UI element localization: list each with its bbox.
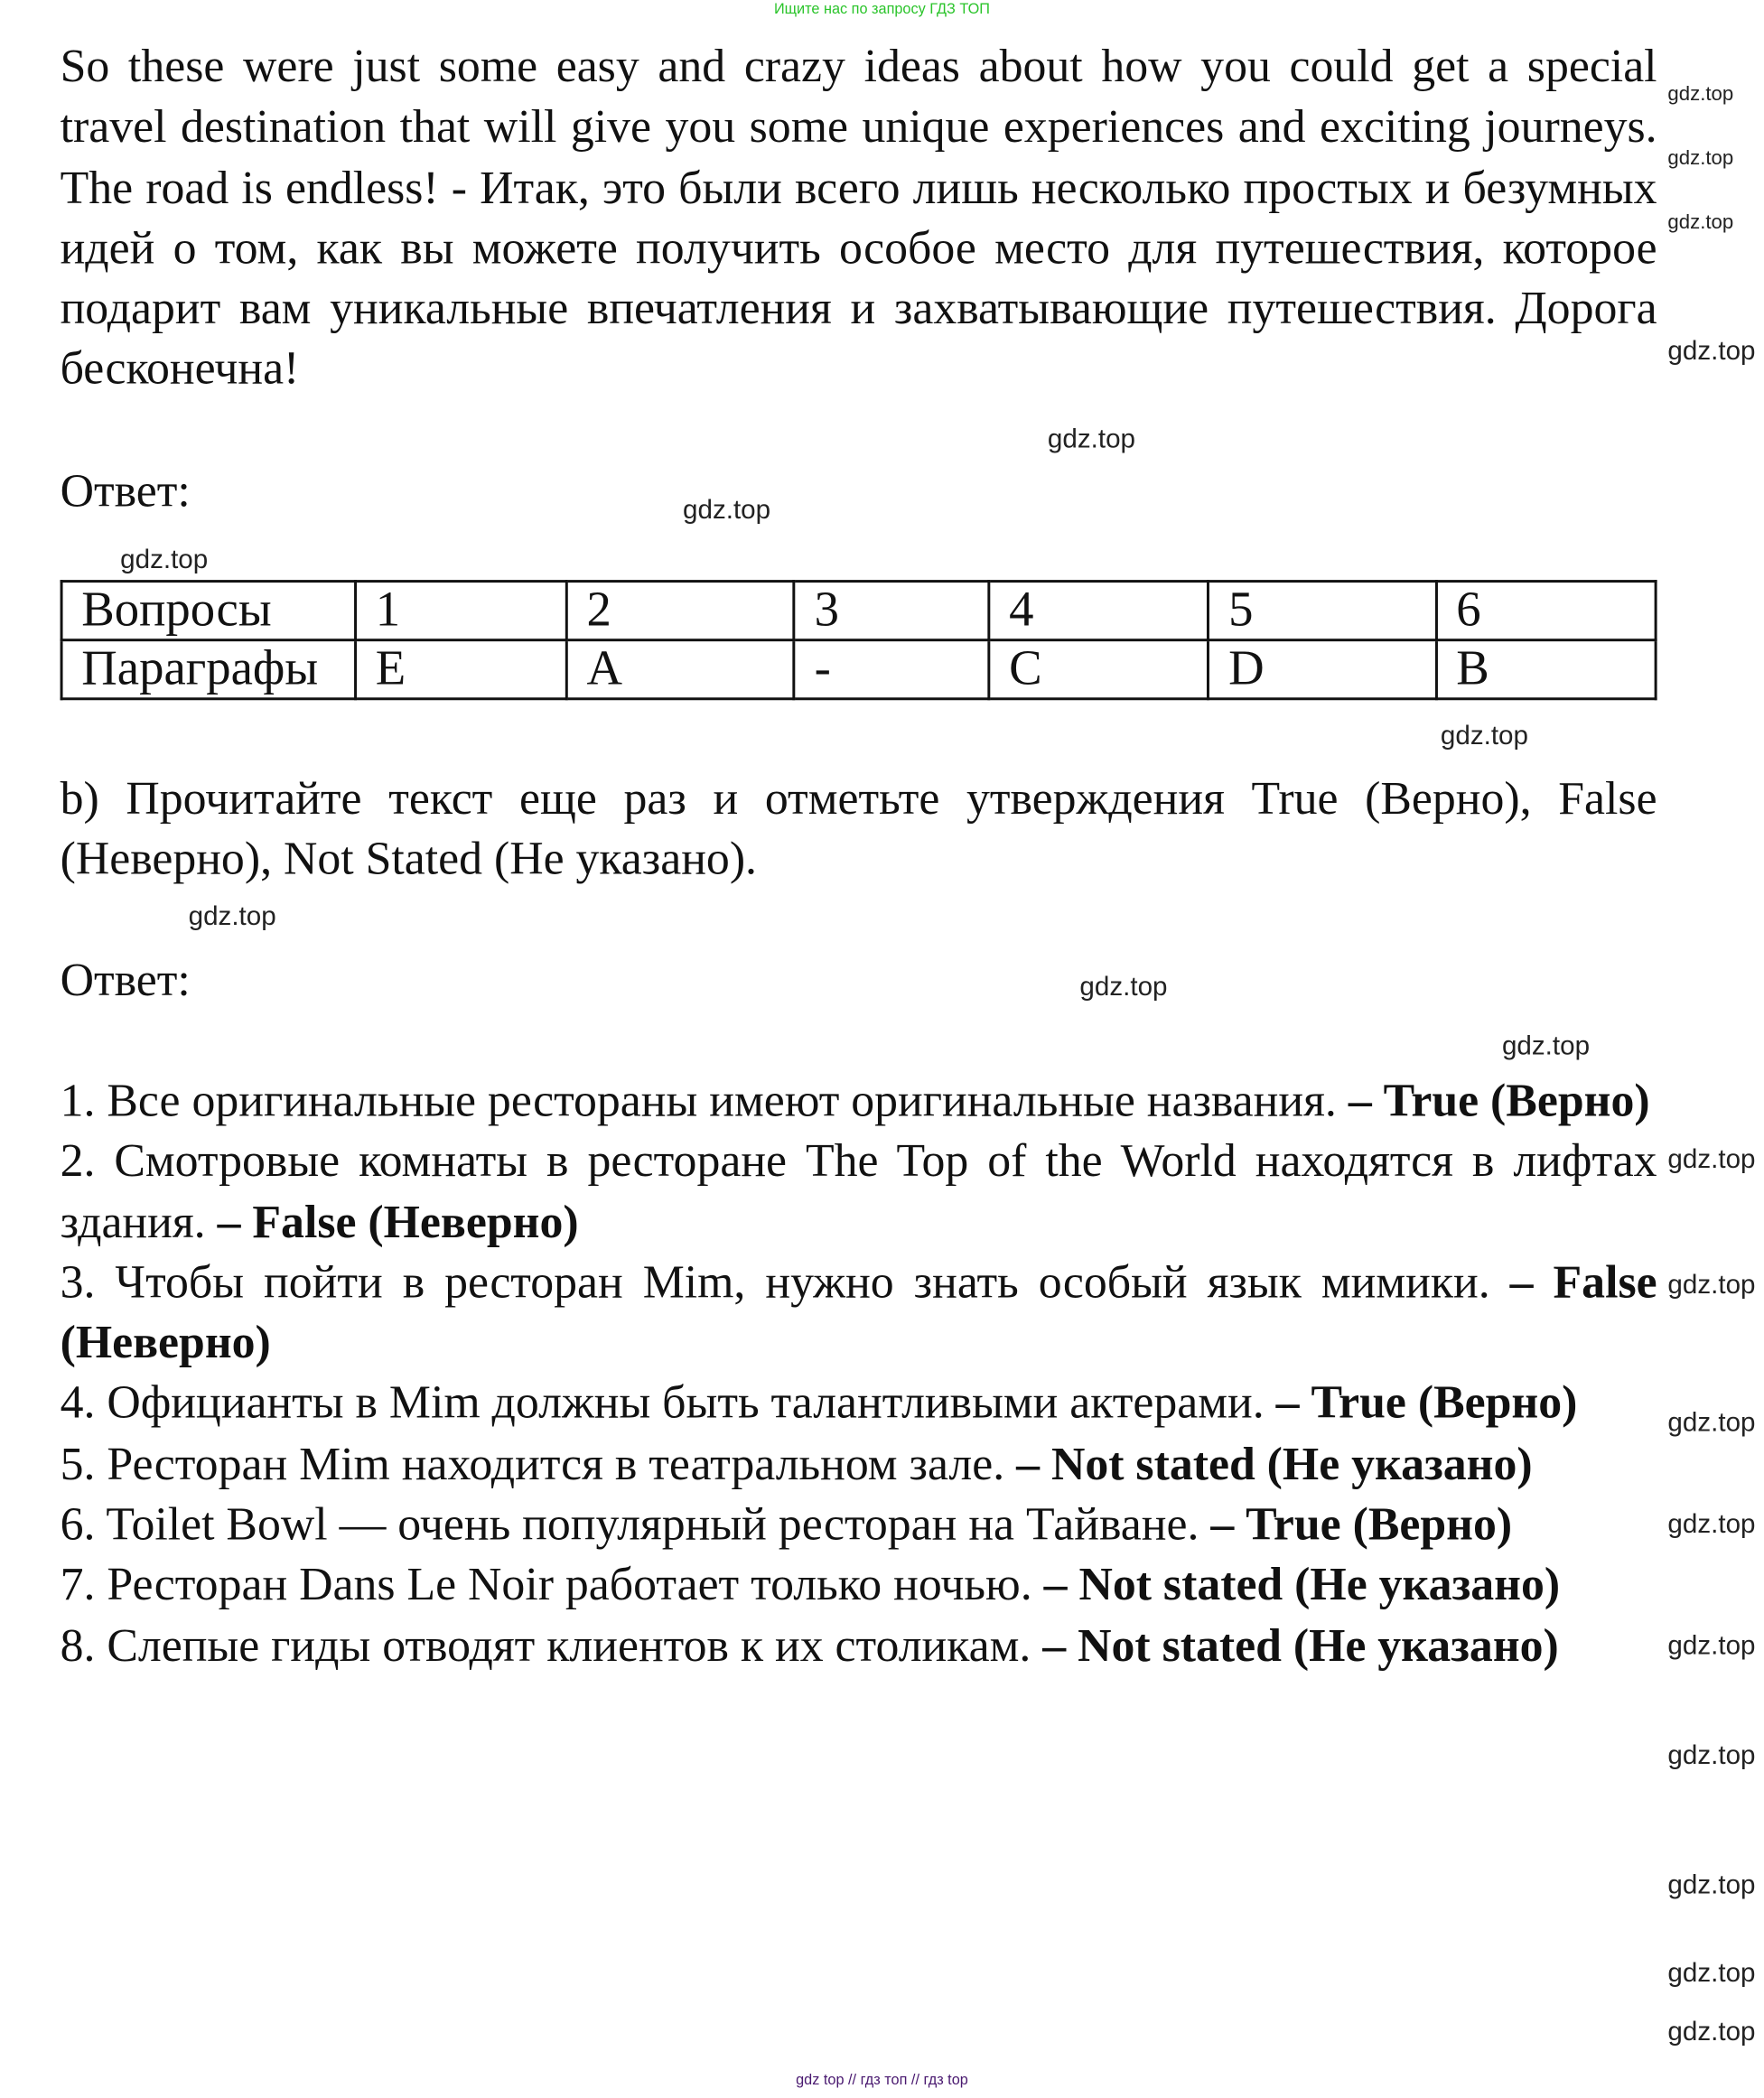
task-b-text: b) Прочитайте текст еще раз и отметьте утверждения True (Верно), False (Неверно), Not Stated (Не указано). <box>60 772 1657 885</box>
answer-table <box>61 580 1657 700</box>
footer-banner: gdz top // гдз топ // гдз top <box>796 2072 968 2089</box>
table-cell: B <box>1436 640 1656 699</box>
task-b <box>61 769 1657 890</box>
watermark: gdz.top <box>1667 1509 1756 1540</box>
watermark: gdz.top <box>188 901 276 932</box>
table-cell: 1 <box>356 582 567 640</box>
watermark: gdz.top <box>1667 1740 1756 1771</box>
watermark: gdz.top <box>1667 1870 1756 1900</box>
list-item: 2. Смотровые комнаты в ресторане The Top of the World находятся в лифтах здания. – False (Неверно) <box>60 1134 1657 1248</box>
table-cell: 4 <box>989 582 1209 640</box>
table-cell: 5 <box>1209 582 1436 640</box>
answer-label: Ответ: <box>60 464 191 518</box>
table-cell: 2 <box>566 582 794 640</box>
list-item: 4. Официанты в Mim должны быть талантливыми актерами. – True (Верно) <box>60 1376 1578 1430</box>
header-banner: Ищите нас по запросу ГДЗ ТОП <box>773 1 990 18</box>
table-cell: D <box>1209 640 1436 699</box>
watermark: gdz.top <box>1079 973 1168 1002</box>
watermark: gdz.top <box>120 545 209 575</box>
paragraph-text: So these were just some easy and crazy ideas about how you could get a special travel destination that will give you some unique experiences and exciting journeys. The road is endless! - Итак, это были всего лишь несколько простых и безумных идей о том, как вы можете получить особое место для путешествия, которое подарит вам уникальные впечатления и захватывающие путешествия. Дорога бесконечна! <box>60 40 1657 396</box>
answer-label: Ответ: <box>60 954 191 1007</box>
watermark: gdz.top <box>1047 424 1135 455</box>
table-row <box>61 582 1656 640</box>
watermark: gdz.top <box>1667 82 1734 106</box>
list-item: 1. Все оригинальные рестораны имеют оригинальные названия. – True (Верно) <box>60 1074 1650 1127</box>
watermark: gdz.top <box>1667 1271 1756 1301</box>
watermark: gdz.top <box>1667 1631 1756 1662</box>
table-cell: 6 <box>1436 582 1656 640</box>
table-cell: C <box>989 640 1209 699</box>
table-row <box>61 640 1656 699</box>
list-item: 5. Ресторан Mim находится в театральном зале. – Not stated (Не указано) <box>60 1437 1533 1490</box>
watermark: gdz.top <box>1667 1958 1756 1989</box>
table-cell: Вопросы <box>61 582 355 640</box>
table-cell: - <box>794 640 988 699</box>
answers-list <box>61 1070 1657 1675</box>
list-item: 8. Слепые гиды отводят клиентов к их столикам. – Not stated (Не указано) <box>60 1618 1559 1672</box>
list-item: 7. Ресторан Dans Le Noir работает только ночью. – Not stated (Не указано) <box>60 1558 1561 1611</box>
list-item: 3. Чтобы пойти в ресторан Mim, нужно знать особый язык мимики. – False (Неверно) <box>60 1255 1657 1369</box>
watermark: gdz.top <box>1667 2018 1756 2047</box>
watermark: gdz.top <box>1667 1144 1756 1175</box>
intro-paragraph <box>61 36 1657 399</box>
table-cell: Параграфы <box>61 640 355 699</box>
watermark: gdz.top <box>1667 1408 1756 1438</box>
watermark: gdz.top <box>683 495 771 526</box>
table-cell: E <box>356 640 567 699</box>
watermark: gdz.top <box>1667 336 1756 367</box>
list-item: 6. Toilet Bowl — очень популярный ресторан на Тайване. – True (Верно) <box>60 1497 1513 1551</box>
watermark: gdz.top <box>1440 721 1528 751</box>
watermark: gdz.top <box>1667 210 1734 234</box>
watermark: gdz.top <box>1667 146 1734 170</box>
table-cell: A <box>566 640 794 699</box>
table-cell: 3 <box>794 582 988 640</box>
watermark: gdz.top <box>1501 1031 1591 1061</box>
